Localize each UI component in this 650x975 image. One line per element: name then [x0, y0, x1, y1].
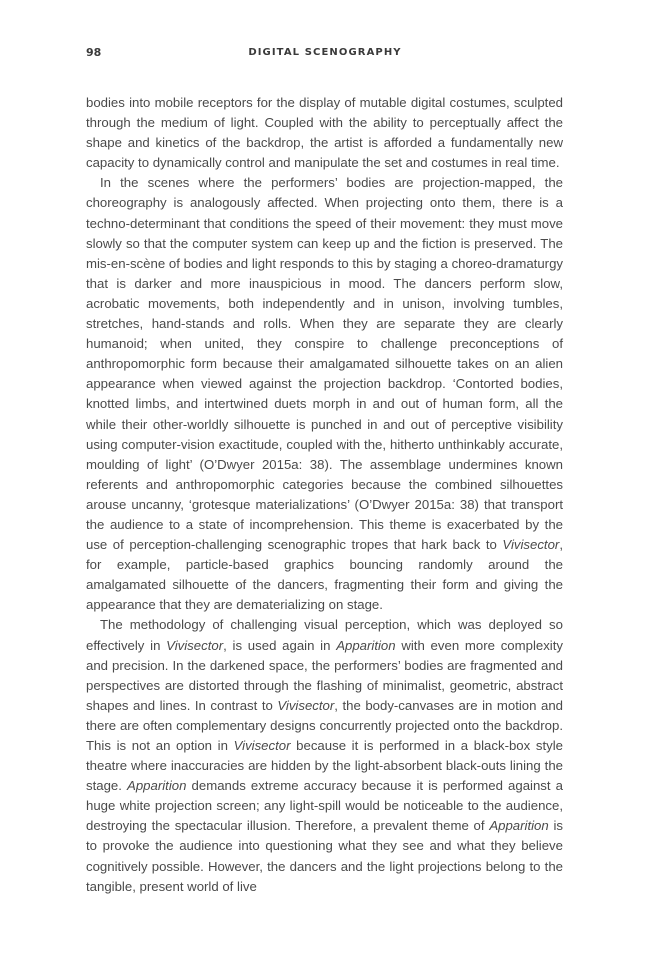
text-run: The methodology of challenging visual perception, which was deployed so effectively in: [86, 617, 563, 653]
italic-title: Apparition: [336, 637, 396, 653]
text-run: , the body-canvases are in motion and there are often complementary designs concurrently projected onto the backdrop. This is not an option in: [86, 697, 564, 753]
running-head: DIGITAL SCENOGRAPHY: [248, 47, 402, 58]
italic-title: Vivisector: [277, 697, 335, 713]
paragraph-methodology: [86, 615, 563, 896]
text-run: is to provoke the audience into questioning what they see and what they believe cognitively possible. However, the dancers and the light projections belong to the tangible, present world of live: [86, 818, 564, 894]
italic-title: Vivisector: [502, 537, 560, 553]
page-header: [86, 46, 564, 64]
text-run: , for example, particle-based graphics bouncing randomly around the amalgamated silhouette of the dancers, fragmenting their form and giving the appearance that they are dematerializing on stage.: [86, 537, 563, 613]
body-text: [86, 93, 563, 897]
italic-title: Vivisector: [166, 637, 224, 653]
italic-title: Apparition: [127, 778, 187, 794]
text-run: with even more complexity and precision. In the darkened space, the performers’ bodies are fragmented and perspectives are distorted through the flashing of minimalist, geometric, abstract shapes and lines. In contrast to: [86, 637, 563, 713]
paragraph-projection-mapped-bodies: [86, 173, 563, 615]
paragraph-continuation: [86, 93, 563, 173]
text-run: because it is performed in a black-box style theatre where inaccuracies are hidden by the light-absorbent black-outs lining the stage.: [86, 738, 563, 794]
page-number: 98: [86, 46, 102, 59]
text-run: , is used again in: [223, 637, 337, 653]
italic-title: Vivisector: [233, 738, 291, 753]
text-run: demands extreme accuracy because it is performed against a huge white projection screen; any light-spill would be noticeable to the audience, destroying the spectacular illusion. Therefore, a prevalent theme of: [86, 778, 564, 834]
italic-title: Apparition: [489, 818, 549, 834]
text-run: bodies into mobile receptors for the display of mutable digital costumes, sculpted through the medium of light. Coupled with the ability to perceptually affect the shape and kinetics of the backdrop, the artist is afforded a fundamentally new capacity to dynamically control and manipulate the set and costumes in real time.: [86, 95, 563, 171]
text-run: In the scenes where the performers’ bodies are projection-mapped, the choreography is analogously affected. When projecting onto them, there is a techno-determinant that conditions the speed of their movement: they must move slowly so that the computer system can keep up and the fiction is preserved. The mis-en-scène of bodies and light responds to this by staging a choreo-dramaturgy that is darker and more inauspicious in mood. The dancers perform slow, acrobatic movements, both independently and in unison, involving tumbles, stretches, hand-stands and rolls. When they are separate they are clearly humanoid; when united, they conspire to challenge preconceptions of anthropomorphic form because their amalgamated silhouette takes on an alien appearance when viewed against the projection backdrop. ‘Contorted bodies, knotted limbs, and intertwined duets morph in and out of human form, all the while their other-worldly silhouette is punched in and out of perceptive visibility using computer-vision exactitude, coupled with the, hitherto unthinkably accurate, moulding of light’ (O’Dwyer 2015a: 38). The assemblage undermines known referents and anthropomorphic categories because the combined silhouettes arouse uncanny, ‘grotesque materializations’ (O’Dwyer 2015a: 38) that transport the audience to a state of incomprehension. This theme is exacerbated by the use of perception-challenging scenographic tropes that hark back to: [86, 175, 563, 553]
